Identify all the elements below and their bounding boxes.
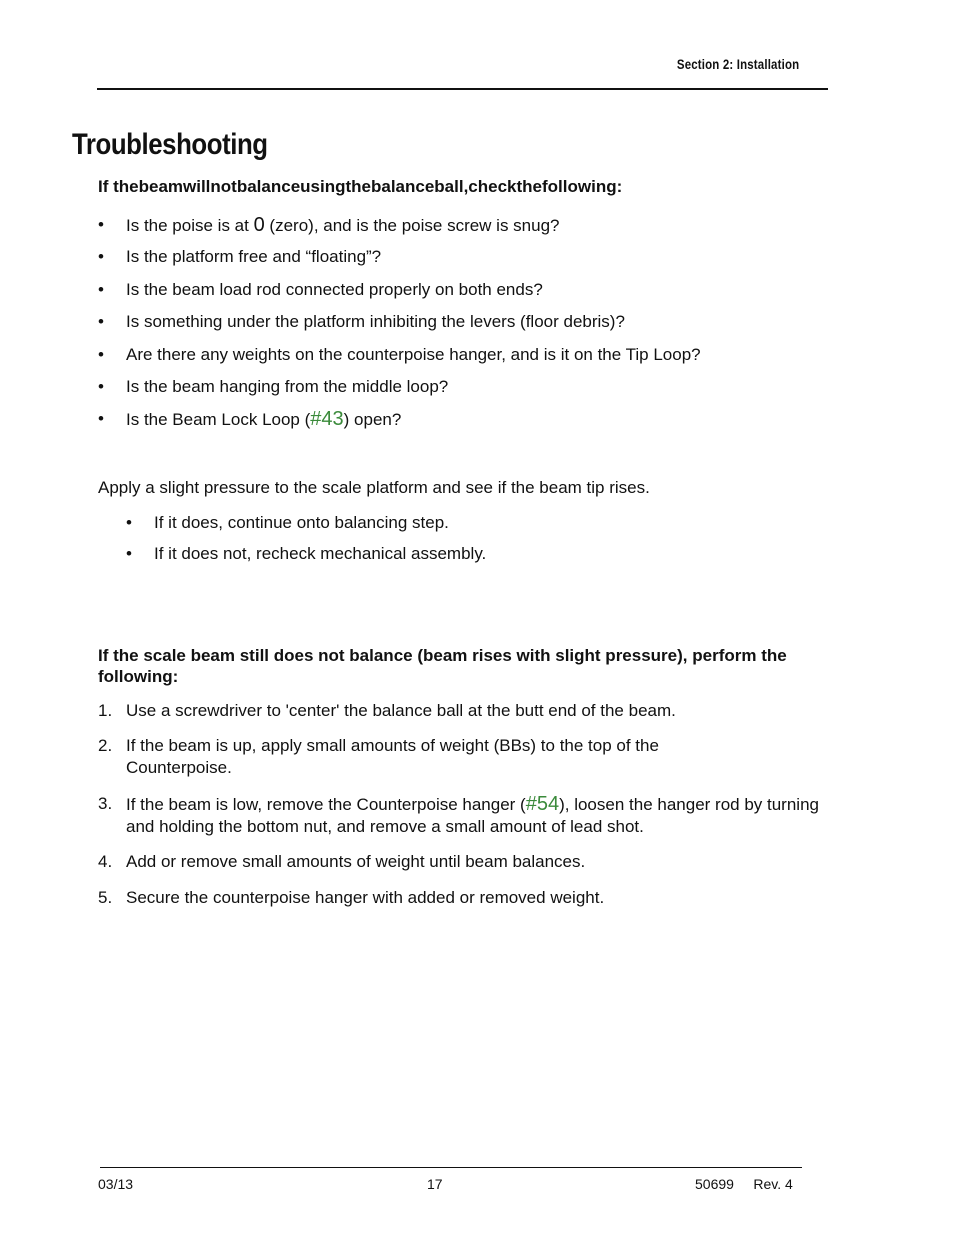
bullet: • <box>126 544 132 563</box>
pressure-instruction: Apply a slight pressure to the scale platform and see if the beam tip rises. <box>98 478 650 497</box>
list-item <box>98 277 701 309</box>
balance-intro: If the scale beam still does not balance (beam rises with slight pressure), perform the following: <box>98 646 787 686</box>
bullet: • <box>98 409 104 429</box>
list-item <box>98 793 838 838</box>
list-item <box>98 309 701 341</box>
part-reference-link[interactable]: #54 <box>525 793 560 815</box>
section-label: Section 2: Installation <box>676 56 799 72</box>
list-item <box>126 510 486 541</box>
check-text: Is the Beam Lock Loop ( <box>126 410 311 430</box>
list-item <box>98 406 701 438</box>
bullet: • <box>98 312 104 332</box>
page-title: Troubleshooting <box>72 128 268 161</box>
bullet: • <box>98 279 104 299</box>
list-item <box>126 541 486 572</box>
page-number: 17 <box>427 1176 443 1192</box>
check-intro: If thebeamwillnotbalanceusingthebalanceball,checkthefollowing: <box>98 177 623 196</box>
check-text: Is the beam load rod connected properly on both ends? <box>126 279 543 299</box>
bullet: • <box>98 215 104 234</box>
step-text: If the beam is up, apply small amounts of weight (BBs) to the top of the Counterpoise. <box>126 736 659 777</box>
result-text: If it does not, recheck mechanical assembly. <box>154 544 487 563</box>
document-revision: 50699 Rev. 4 <box>695 1176 793 1192</box>
list-item <box>98 851 838 873</box>
check-text: ) open? <box>343 410 402 430</box>
step-number: 2. <box>98 736 113 755</box>
bullet: • <box>98 247 104 267</box>
bullet: • <box>98 344 104 364</box>
footer-date: 03/13 <box>98 1176 134 1192</box>
header-divider <box>97 88 828 90</box>
bullet: • <box>98 376 104 396</box>
list-item <box>98 212 701 244</box>
step-text: If the beam is low, remove the Counterpoise hanger ( <box>126 795 526 814</box>
result-text: If it does, continue onto balancing step. <box>154 513 449 532</box>
list-item <box>98 887 838 909</box>
list-item <box>98 735 738 779</box>
list-item <box>98 374 701 406</box>
step-number: 1. <box>98 701 113 720</box>
step-text: ), loosen the hanger rod by turning and holding the bottom nut, and remove a small amount of lead shot. <box>126 795 819 836</box>
list-item <box>98 244 701 276</box>
footer-divider <box>100 1167 802 1168</box>
step-text: Add or remove small amounts of weight until beam balances. <box>126 852 586 871</box>
check-text: Is the poise is at <box>126 216 254 235</box>
check-text: (zero), and is the poise screw is snug? <box>264 216 560 235</box>
bullet: • <box>126 513 132 532</box>
check-text: Is the platform free and “floating”? <box>126 247 382 267</box>
step-number: 4. <box>98 852 113 871</box>
step-number: 5. <box>98 888 113 907</box>
poise-zero: 0 <box>253 214 265 236</box>
check-text: Are there any weights on the counterpoise hanger, and is it on the Tip Loop? <box>126 344 701 364</box>
check-text: Is the beam hanging from the middle loop? <box>126 376 449 396</box>
step-number: 3. <box>98 794 113 813</box>
step-text: Use a screwdriver to 'center' the balance ball at the butt end of the beam. <box>126 701 676 720</box>
check-text: Is something under the platform inhibiting the levers (floor debris)? <box>126 312 625 332</box>
balance-steps <box>98 700 838 909</box>
step-text: Secure the counterpoise hanger with added or removed weight. <box>126 888 605 907</box>
pressure-result-list <box>126 510 486 572</box>
list-item <box>98 342 701 374</box>
list-item <box>98 700 838 722</box>
check-list <box>98 212 701 439</box>
part-reference-link[interactable]: #43 <box>310 408 344 431</box>
